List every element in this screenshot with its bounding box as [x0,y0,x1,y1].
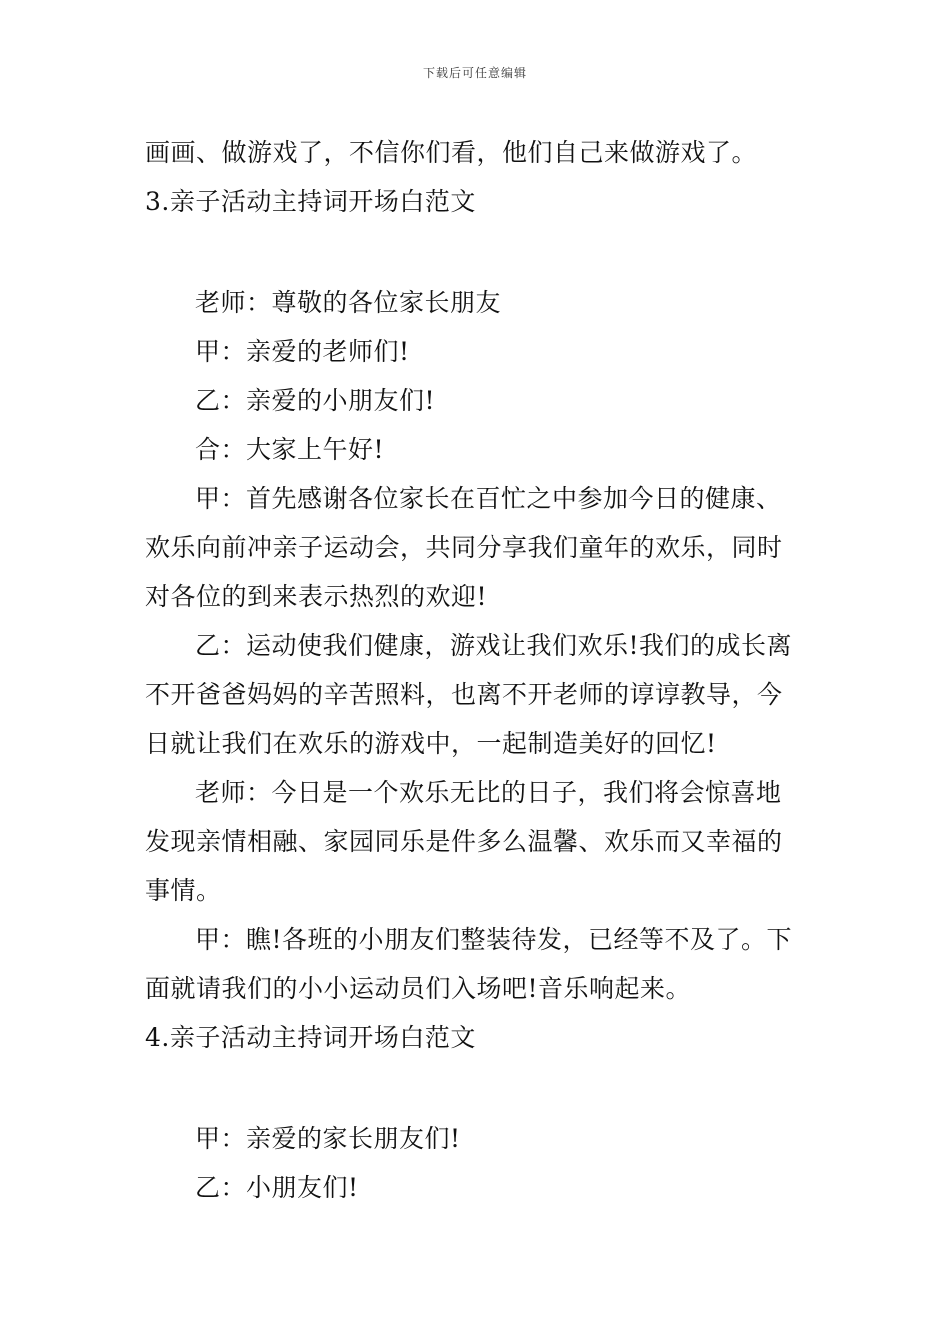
dialogue-line: 乙：小朋友们! [195,1173,359,1202]
dialogue-line: 甲：首先感谢各位家长在百忙之中参加今日的健康、 [195,484,782,513]
dialogue-line: 合：大家上午好! [195,435,385,464]
document-body [145,128,815,1212]
dialogue-line: 老师：尊敬的各位家长朋友 [195,288,502,317]
paragraph-line: 画画、做游戏了，不信你们看，他们自己来做游戏了。 [145,138,758,167]
paragraph-line: 不开爸爸妈妈的辛苦照料，也离不开老师的谆谆教导，今 [145,680,783,709]
paragraph-line: 发现亲情相融、家园同乐是件多么温馨、欢乐而又幸福的 [145,827,783,856]
dialogue-line: 老师：今日是一个欢乐无比的日子，我们将会惊喜地 [195,778,782,807]
spacer [145,226,815,278]
paragraph-line: 面就请我们的小小运动员们入场吧!音乐响起来。 [145,974,692,1003]
dialogue-line: 甲：亲爱的家长朋友们! [195,1124,461,1153]
spacer [145,1062,815,1114]
paragraph-line: 对各位的到来表示热烈的欢迎! [145,582,488,611]
page-header: 下载后可任意编辑 [422,66,527,80]
dialogue-line: 甲：瞧!各班的小朋友们整装待发，已经等不及了。下 [195,925,793,954]
dialogue-line: 甲：亲爱的老师们! [195,337,410,366]
section-heading: 4.亲子活动主持词开场白范文 [145,1023,476,1052]
paragraph-line: 事情。 [145,876,222,905]
paragraph-line: 欢乐向前冲亲子运动会，共同分享我们童年的欢乐，同时 [145,533,783,562]
dialogue-line: 乙：亲爱的小朋友们! [195,386,436,415]
dialogue-line: 乙：运动使我们健康，游戏让我们欢乐!我们的成长离 [195,631,793,660]
paragraph-line: 日就让我们在欢乐的游戏中，一起制造美好的回忆! [145,729,717,758]
section-heading: 3.亲子活动主持词开场白范文 [145,187,476,216]
